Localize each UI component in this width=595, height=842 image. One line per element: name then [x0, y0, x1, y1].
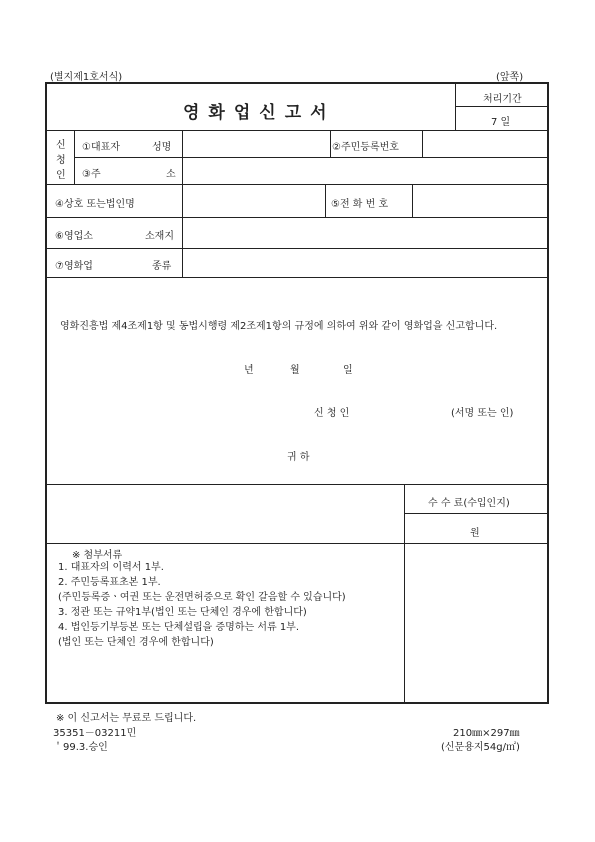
rep-name-field[interactable] — [184, 132, 328, 156]
divider — [455, 84, 456, 130]
type-field[interactable] — [184, 250, 544, 276]
footer-size: 210㎜×297㎜ — [453, 728, 520, 739]
office-label: ⑥영업소 — [55, 231, 93, 242]
recipient-label: 귀 하 — [287, 452, 310, 463]
divider — [182, 130, 183, 277]
address-label: ③주 — [82, 169, 101, 180]
divider — [47, 130, 547, 131]
form-title: 영화업신고서 — [183, 103, 336, 123]
divider — [325, 184, 326, 217]
divider — [47, 217, 547, 218]
form-number: (별지제1호서식) — [50, 72, 123, 83]
signature-label: (서명 또는 인) — [451, 408, 514, 419]
divider — [404, 484, 405, 702]
footer-paper: (신문용지54g/㎡) — [441, 742, 520, 753]
list-item: 1. 대표자의 이력서 1부. — [58, 562, 164, 573]
list-item: 4. 법인등기부등본 또는 단체설립을 증명하는 서류 1부. — [58, 622, 300, 633]
applicant-group-char: 청 — [56, 155, 66, 166]
divider — [412, 184, 413, 217]
date-month: 월 — [290, 365, 300, 376]
business-name-label: ④상호 또는법인명 — [55, 199, 135, 210]
footer-note: ※ 이 신고서는 무료로 드립니다. — [56, 713, 197, 724]
applicant-group-char: 신 — [56, 140, 66, 151]
divider — [422, 130, 423, 157]
declaration-text: 영화진흥법 제4조제1항 및 동법시행령 제2조제1항의 규정에 의하여 위와 같이 영화업을 신고합니다. — [60, 321, 498, 332]
processing-label: 처리기간 — [483, 94, 522, 105]
divider — [74, 130, 75, 184]
rrn-label: ②주민등록번호 — [332, 142, 399, 153]
type-label: ⑦영화업 — [55, 261, 93, 272]
rrn-field[interactable] — [424, 132, 544, 156]
type-label-suffix: 종류 — [152, 261, 172, 272]
business-name-field[interactable] — [184, 186, 323, 216]
address-field[interactable] — [184, 159, 544, 183]
footer-approval: ＇99.3.승인 — [53, 742, 108, 753]
attachments-heading: ※ 첨부서류 — [72, 550, 123, 561]
office-field[interactable] — [184, 219, 544, 247]
divider — [47, 484, 547, 485]
divider — [330, 130, 331, 157]
office-label-suffix: 소재지 — [145, 231, 174, 242]
divider — [47, 184, 547, 185]
rep-name-label-suffix: 성명 — [152, 142, 172, 153]
footer-code: 35351－03211민 — [53, 728, 137, 739]
list-item: (법인 또는 단체인 경우에 한합니다) — [58, 637, 214, 648]
attachments-list — [58, 560, 398, 650]
divider — [404, 513, 547, 514]
list-item: (주민등록증ㆍ여권 또는 운전면허증으로 확인 갈음할 수 있습니다) — [58, 592, 346, 603]
fee-label: 수 수 료(수입인지) — [428, 498, 510, 509]
list-item: 2. 주민등록표초본 1부. — [58, 577, 161, 588]
fee-unit: 원 — [470, 528, 480, 539]
divider — [47, 248, 547, 249]
applicant-group-char: 인 — [56, 170, 66, 181]
applicant-label: 신 청 인 — [314, 408, 350, 419]
divider — [455, 106, 547, 107]
page-side: (앞쪽) — [496, 72, 524, 83]
date-year: 년 — [244, 365, 254, 376]
divider — [47, 277, 547, 278]
phone-field[interactable] — [414, 186, 544, 216]
processing-value: 7 일 — [491, 117, 511, 128]
divider — [47, 543, 547, 544]
address-label-suffix: 소 — [166, 169, 176, 180]
date-day: 일 — [343, 365, 353, 376]
divider — [74, 157, 547, 158]
rep-name-label: ①대표자 — [82, 142, 120, 153]
list-item: 3. 정관 또는 규약1부(법인 또는 단체인 경우에 한합니다) — [58, 607, 307, 618]
phone-label: ⑤전 화 번 호 — [331, 199, 389, 210]
